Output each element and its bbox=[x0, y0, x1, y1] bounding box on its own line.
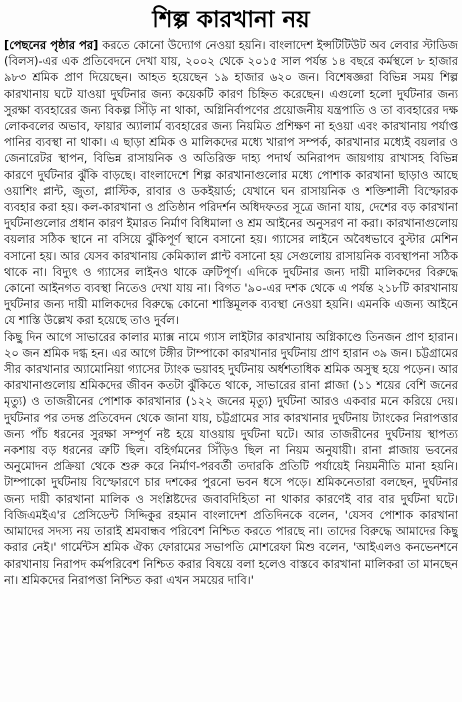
continued-from-back-page-tag: [পেছনের পৃষ্ঠার পর] bbox=[4, 38, 99, 52]
article-paragraph-1-text: করতে কোনো উদ্যোগ নেওয়া হয়নি। বাংলাদেশ ইন্সটিটিউট অব লেবার স্টাডিজ (বিলস)-এর এক প্রতিবেদনে দেখা যায়, ২০০২ থেকে ২০১৫ সাল পর্যন্ত ১৪ বছরে কর্মস্থলে ৮ হাজার ৯৮৩ শ্রমিক প্রাণ দিয়েছেন। আহত হয়েছেন ১৯ হাজার ৬২০ জন। বিশেষজ্ঞরা বিভিন্ন সময় শিল্প কারখানায় ঘটে যাওয়া দুর্ঘটনার জন্য কয়েকটি কারণ চিহ্নিত করেছেন। এগুলো হলো দুর্ঘটনার জন্য সুরক্ষা ব্যবহারের জন্য বিকল্প সিঁড়ি না থাকা, অগ্নিনির্বাপণের প্রয়োজনীয় যন্ত্রপাতি ও তা ব্যবহারের দক্ষ লোকবলের অভাব, ফায়ার অ্যালার্ম ব্যবহারের জন্য নিয়মিত প্রশিক্ষণ না হওয়া এবং কারখানায় পর্যাপ্ত পানির ব্যবস্থা না থাকা। এ ছাড়া শ্রমিক ও মালিকদের মধ্যে খারাপ সম্পর্ক, কারখানার মধ্যেই বয়লার ও জেনারেটর স্থাপন, বিভিন্ন রাসায়নিক ও অতিরিক্ত দাহ্য পদার্থ অনিরাপদ জায়গায় রাখাসহ বিভিন্ন কারণে দুর্ঘটনার ঝুঁকি বাড়ছে। বাংলাদেশে শিল্প কারখানাগুলোর মধ্যে পোশাক কারখানা ছাড়াও আছে ওয়াশিং প্লান্ট, জুতা, প্লাস্টিক, রাবার ও ডকইয়ার্ড; যেখানে ঘন রাসায়নিক ও শক্তিশালী বিস্ফোরক ব্যবহার করা হয়। কল-কারখানা ও প্রতিষ্ঠান পরিদর্শন অধিদফতর সূত্রে জানা যায়, দেশের বড় কারখানা দুর্ঘটনাগুলোর প্রধান কারণ ইমারত নির্মাণ বিধিমালা ও শ্রম আইনের অনুসরণ না করা। কারখানাগুলোয় বয়লার সঠিক স্থানে না বসিয়ে ঝুঁকিপূর্ণ স্থানে বসানো হয়। গ্যাসের লাইনে অবৈধভাবে বুস্টার মেশিন বসানো হয়। আর যেসব কারখানায় কেমিক্যাল প্লান্ট বসানো হয় সেগুলোয় রাসায়নিক ব্যবস্থাপনা সঠিক থাকে না। বিদ্যুৎ ও গ্যাসের লাইনও থাকে ত্রুটিপূর্ণ। এদিকে দুর্ঘটনার জন্য দায়ী মালিকদের বিরুদ্ধে কোনো আইনগত ব্যবস্থা নিতেও দেখা যায় না। বিগত '৯০-এর দশক থেকে এ পর্যন্ত ২১৮টি কারখানায় দুর্ঘটনার জন্য দায়ী মালিকদের বিরুদ্ধে কোনো শাস্তিমূলক ব্যবস্থা নেওয়া হয়নি। এমনকি এজন্য আইনে যে শাস্তি উল্লেখ করা হয়েছে তাও দুর্বল। bbox=[4, 38, 458, 328]
article-paragraph-1 bbox=[4, 37, 458, 329]
article-headline: শিল্প কারখানা নয় bbox=[152, 7, 310, 33]
article-body bbox=[4, 37, 458, 697]
article-paragraph-2: কিছু দিন আগে সাভারের কালার ম্যাক্স নামে গ্যাস লাইটার কারখানায় অগ্নিকাণ্ডে তিনজন প্রাণ হারান। ২০ জন শ্রমিক দগ্ধ হন। এর আগে টঙ্গীর টাম্পাকো কারখানার দুর্ঘটনায় প্রাণ হারান ৩৯ জন। চট্টগ্রামের সীর কারখানার অ্যামোনিয়া গ্যাসের ট্যাংক ভয়াবহ দুর্ঘটনায় অর্ধশতাধিক শ্রমিক অসুস্থ হয়ে পড়েন। আর কারখানাগুলোয় শ্রমিকদের জীবন কতটা ঝুঁকিতে থাকে, সাভারের রানা প্লাজা (১১ শয়ের বেশি জনের মৃত্যু) ও তাজরীনের পোশাক কারখানার (১২২ জনের মৃত্যু) দুর্ঘটনা আরও একবার মনে করিয়ে দেয়। দুর্ঘটনার পর তদন্ত প্রতিবেদন থেকে জানা যায়, চট্টগ্রামের সার কারখানার দুর্ঘটনায় ট্যাংকের নিরাপত্তার জন্য পাঁচ ধরনের সুরক্ষা সম্পূর্ণ নষ্ট হয়ে যাওয়ায় দুর্ঘটনা ঘটে। আর তাজরীনের দুর্ঘটনায় স্থাপত্য নকশায় বড় ধরনের ত্রুটি ছিল। বহির্গমনের সিঁড়িও ছিল না নিয়ম অনুযায়ী। রানা প্লাজায় ভবনের অনুমোদন প্রক্রিয়া থেকে শুরু করে নির্মাণ-পরবর্তী তদারকি প্রতিটি পর্যায়েই নিয়মনীতি মানা হয়নি। টাম্পাকো দুর্ঘটনায় বিস্ফোরণে চার দশকের পুরনো ভবন ধসে পড়ে। শ্রমিকনেতারা বলছেন, দুর্ঘটনার জন্য দায়ী কারখানা মালিক ও সংশ্লিষ্টদের জবাবদিহিতা না থাকার কারণেই বার বার দুর্ঘটনা ঘটে। বিজিএমইএ'র প্রেসিডেন্ট সিদ্দিকুর রহমান বাংলাদেশ প্রতিদিনকে বলেন, 'যেসব পোশাক কারখানা আমাদের সদস্য নয় তারাই শ্রমবান্ধব পরিবেশ নিশ্চিত করতে পারছে না। তাদের বিরুদ্ধে আমাদের কিছু করার নেই।' গার্মেন্টস শ্রমিক ঐক্য ফোরামের সভাপতি মোশরেফা মিশু বলেন, 'আইএলও কনভেনশনে কারখানায় নিরাপদ কর্মপরিবেশ নিশ্চিত করার বিষয়ে বলা হলেও বাস্তবে কারখানা মালিকরা তা মানছেন না। শ্রমিকদের নিরাপত্তা নিশ্চিত করা এখন সময়ের দাবি।' bbox=[4, 329, 458, 587]
